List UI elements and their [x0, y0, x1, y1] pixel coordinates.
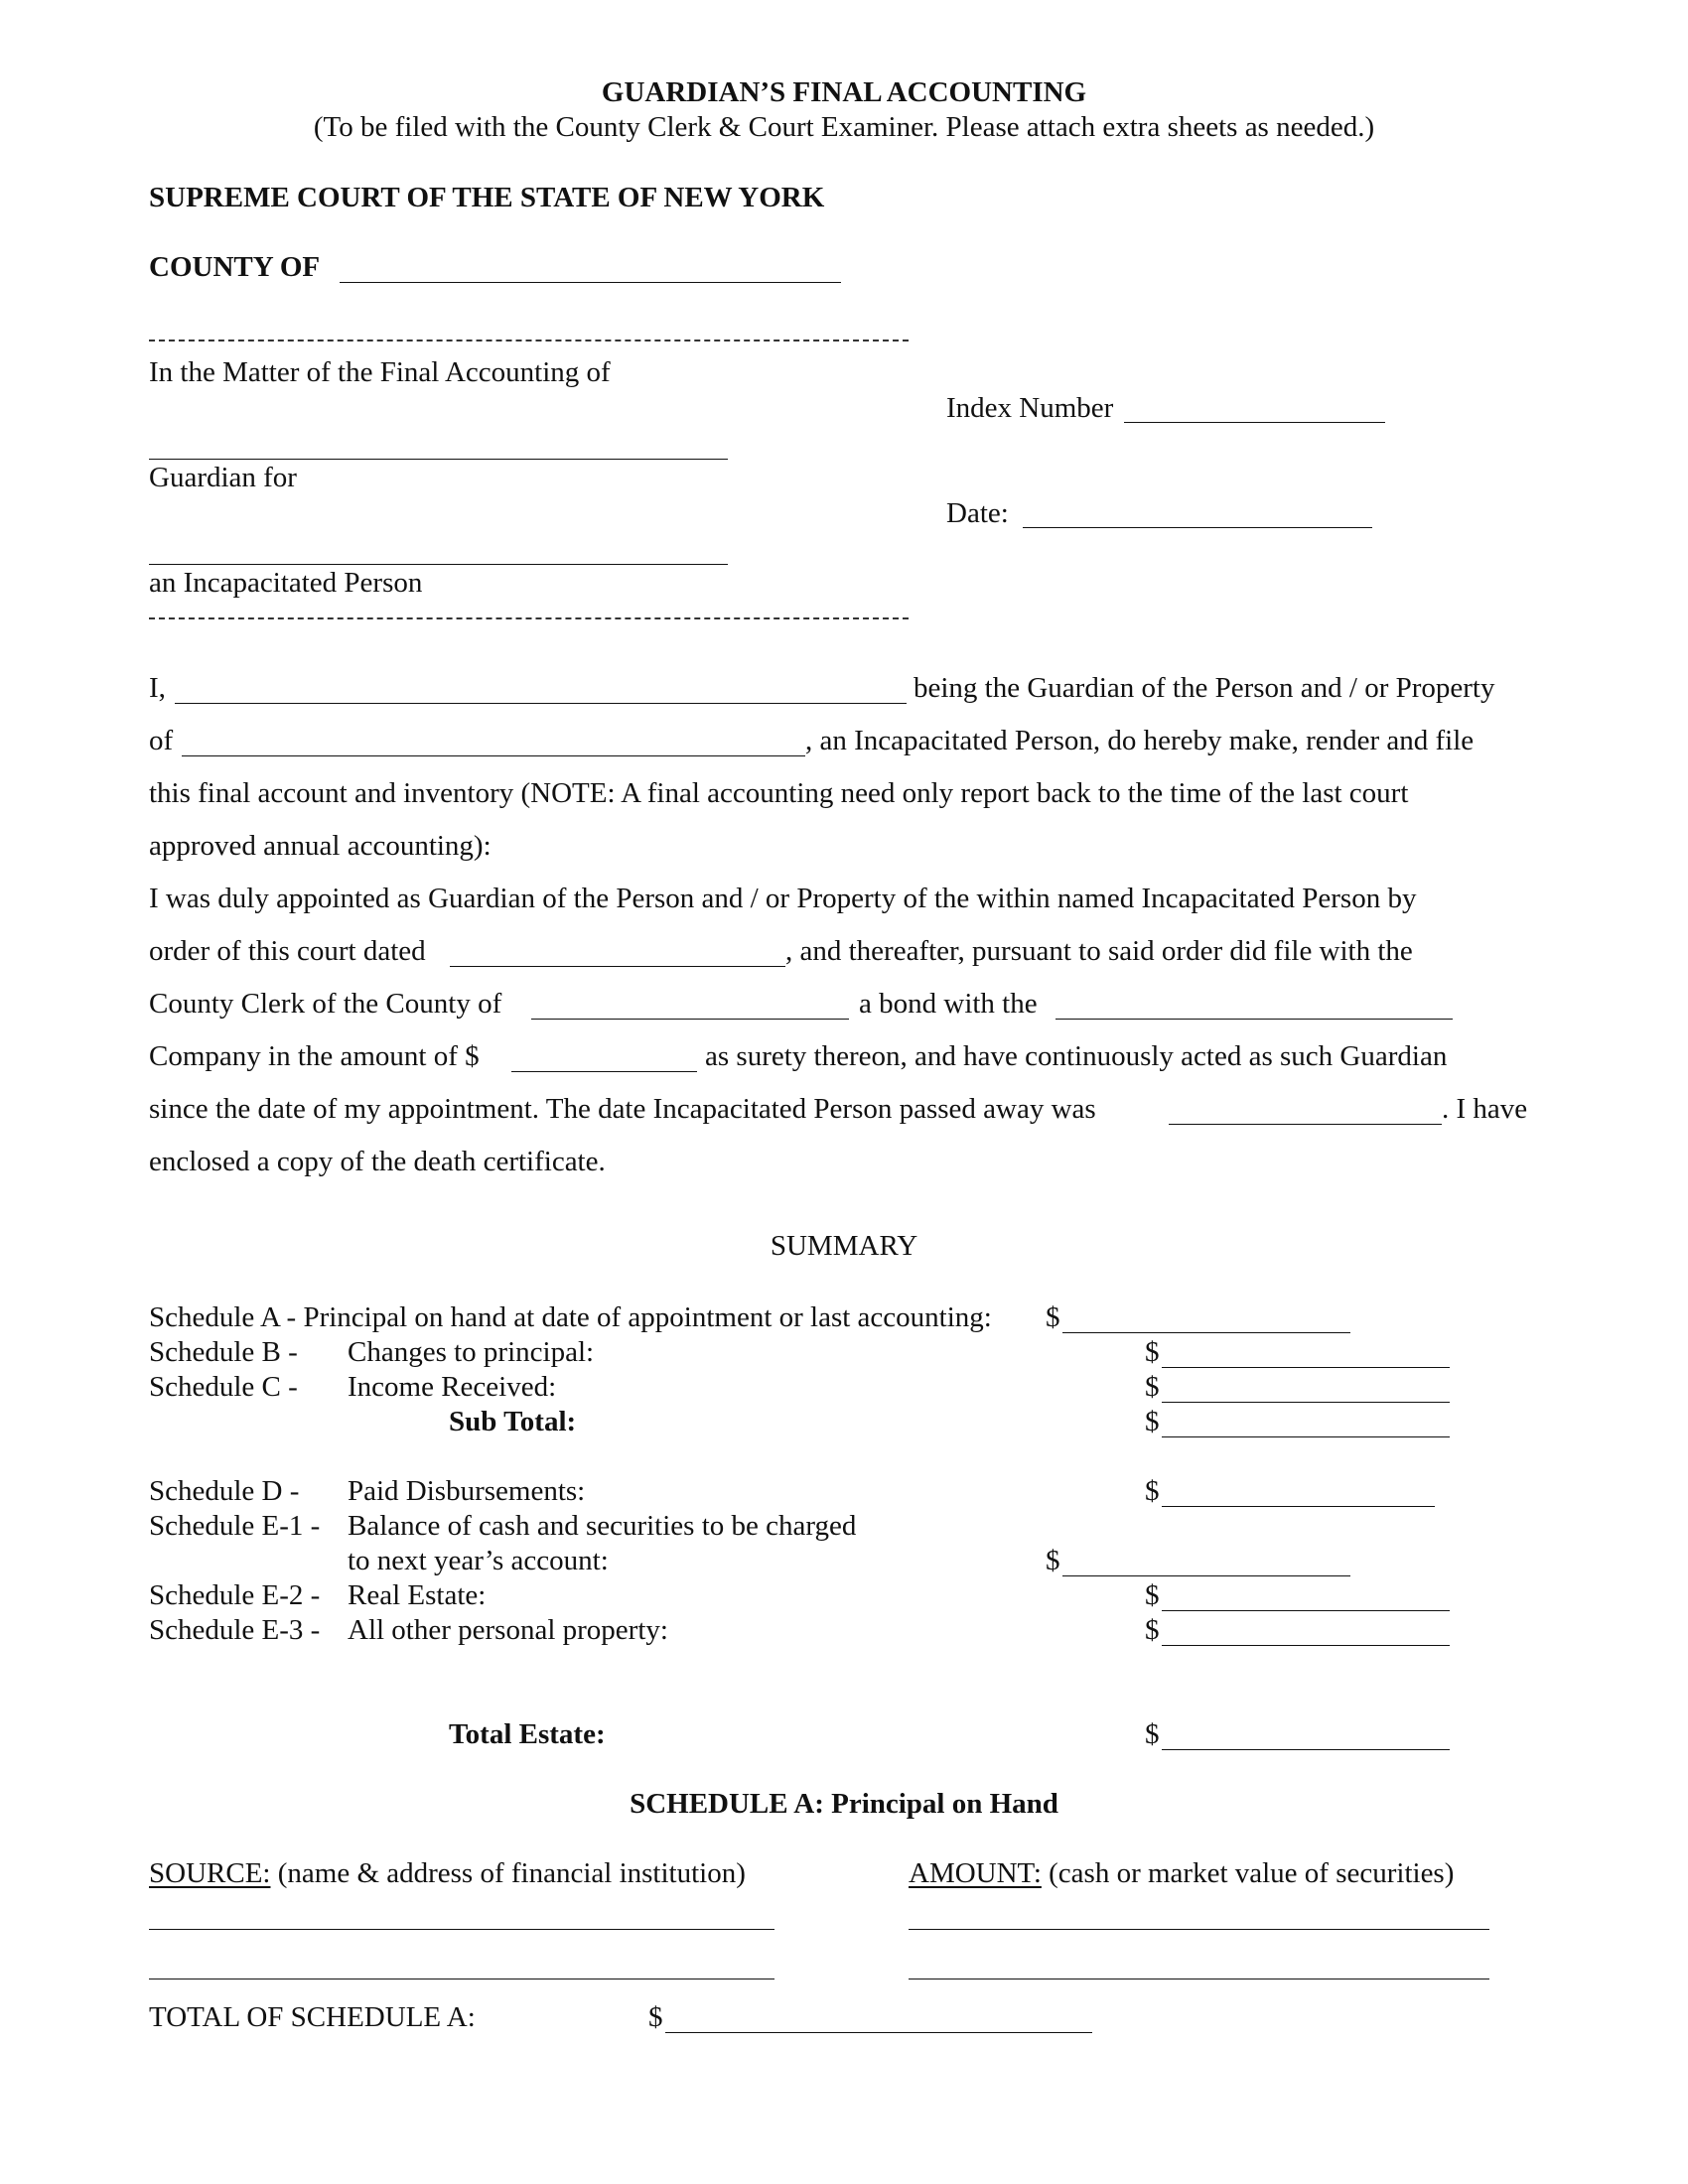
county-label: COUNTY OF — [149, 251, 321, 283]
summary-schedule-e3-amount[interactable] — [1162, 1645, 1450, 1646]
summary-subtotal-label: Sub Total: — [449, 1406, 577, 1437]
guardian-name-field[interactable] — [149, 459, 728, 460]
amount-description: (cash or market value of securities) — [1041, 1857, 1455, 1889]
summary-desc-e2: Real Estate: — [348, 1579, 487, 1611]
body-line-1-end: being the Guardian of the Person and / or Property — [914, 672, 1495, 704]
incapacitated-name-field[interactable] — [149, 564, 728, 565]
bond-amount-field[interactable] — [511, 1071, 697, 1072]
summary-code-d: Schedule D - — [149, 1475, 300, 1507]
dollar-sign: $ — [1145, 1336, 1160, 1368]
form-subtitle: (To be filed with the County Clerk & Court Examiner. Please attach extra sheets as needed.) — [313, 111, 1375, 143]
amount-header — [909, 1856, 1454, 1890]
body-line-2-start: of — [149, 725, 174, 756]
body-line-1-start: I, — [149, 672, 166, 704]
body-line-2-end: , an Incapacitated Person, do hereby make, render and file — [805, 725, 1475, 756]
caption-top-divider — [149, 340, 909, 341]
guardian-full-name-field[interactable] — [175, 703, 907, 704]
body-line-9-start: since the date of my appointment. The date Incapacitated Person passed away was — [149, 1093, 1096, 1125]
amount-label: AMOUNT: — [909, 1857, 1042, 1889]
schedule-a-heading: SCHEDULE A: Principal on Hand — [630, 1788, 1058, 1820]
order-date-field[interactable] — [450, 966, 785, 967]
incapacitated-person-field[interactable] — [182, 755, 805, 756]
summary-desc-e1: Balance of cash and securities to be charged — [348, 1510, 857, 1542]
summary-heading: SUMMARY — [770, 1230, 918, 1262]
summary-schedule-a-label: Schedule A - Principal on hand at date of appointment or last accounting: — [149, 1301, 992, 1333]
incapacitated-label: an Incapacitated Person — [149, 567, 423, 599]
dollar-sign: $ — [1145, 1579, 1160, 1611]
dollar-sign: $ — [648, 2001, 663, 2033]
index-number-field[interactable] — [1124, 422, 1385, 423]
bond-company-field[interactable] — [1055, 1019, 1453, 1020]
summary-code-c: Schedule C - — [149, 1371, 298, 1403]
guardian-for-label: Guardian for — [149, 462, 297, 493]
total-schedule-a-amount[interactable] — [665, 2032, 1092, 2033]
dollar-sign: $ — [1145, 1475, 1160, 1507]
dollar-sign: $ — [1046, 1301, 1060, 1333]
summary-code-e3: Schedule E-3 - — [149, 1614, 321, 1646]
summary-total-estate-label: Total Estate: — [449, 1718, 606, 1750]
dollar-sign: $ — [1145, 1371, 1160, 1403]
body-line-10: enclosed a copy of the death certificate. — [149, 1146, 606, 1177]
total-schedule-a-label: TOTAL OF SCHEDULE A: — [149, 2001, 476, 2033]
court-name: SUPREME COURT OF THE STATE OF NEW YORK — [149, 182, 825, 213]
summary-schedule-e1-amount[interactable] — [1062, 1575, 1350, 1576]
county-of-clerk-field[interactable] — [531, 1019, 849, 1020]
source-description: (name & address of financial institution) — [270, 1857, 746, 1889]
source-header — [149, 1856, 746, 1890]
summary-desc-e3: All other personal property: — [348, 1614, 668, 1646]
amount-line-1[interactable] — [909, 1929, 1489, 1930]
dollar-sign: $ — [1145, 1718, 1160, 1750]
date-of-death-field[interactable] — [1169, 1124, 1442, 1125]
summary-code-e2: Schedule E-2 - — [149, 1579, 321, 1611]
matter-label: In the Matter of the Final Accounting of — [149, 356, 611, 388]
county-field[interactable] — [340, 282, 841, 283]
summary-code-b: Schedule B - — [149, 1336, 298, 1368]
body-line-9-end: . I have — [1442, 1093, 1528, 1125]
body-line-7-mid: a bond with the — [859, 988, 1038, 1020]
dollar-sign: $ — [1145, 1406, 1160, 1437]
summary-schedule-e2-amount[interactable] — [1162, 1610, 1450, 1611]
date-label: Date: — [946, 497, 1009, 529]
dollar-sign: $ — [1046, 1545, 1060, 1576]
summary-schedule-c-amount[interactable] — [1162, 1402, 1450, 1403]
summary-desc-e1-cont: to next year’s account: — [348, 1545, 609, 1576]
form-title: GUARDIAN’S FINAL ACCOUNTING — [601, 76, 1087, 108]
index-number-label: Index Number — [946, 392, 1114, 424]
source-line-1[interactable] — [149, 1929, 774, 1930]
caption-bottom-divider — [149, 617, 909, 619]
body-line-6-start: order of this court dated — [149, 935, 426, 967]
date-field[interactable] — [1023, 527, 1372, 528]
dollar-sign: $ — [1145, 1614, 1160, 1646]
summary-schedule-d-amount[interactable] — [1162, 1506, 1435, 1507]
body-line-5: I was duly appointed as Guardian of the Person and / or Property of the within named Incapacitated Person by — [149, 883, 1417, 914]
summary-subtotal-amount[interactable] — [1162, 1436, 1450, 1437]
summary-desc-b: Changes to principal: — [348, 1336, 595, 1368]
summary-desc-c: Income Received: — [348, 1371, 557, 1403]
summary-code-e1: Schedule E-1 - — [149, 1510, 321, 1542]
body-line-8-end: as surety thereon, and have continuously acted as such Guardian — [705, 1040, 1448, 1072]
body-line-6-end: , and thereafter, pursuant to said order did file with the — [785, 935, 1413, 967]
body-line-7-start: County Clerk of the County of — [149, 988, 502, 1020]
summary-schedule-a-amount[interactable] — [1062, 1332, 1350, 1333]
summary-desc-d: Paid Disbursements: — [348, 1475, 586, 1507]
summary-schedule-b-amount[interactable] — [1162, 1367, 1450, 1368]
body-line-8-start: Company in the amount of $ — [149, 1040, 480, 1072]
summary-total-estate-amount[interactable] — [1162, 1749, 1450, 1750]
source-label: SOURCE: — [149, 1857, 271, 1889]
body-line-3: this final account and inventory (NOTE: A final accounting need only report back to the time of the last court — [149, 777, 1409, 809]
body-line-4: approved annual accounting): — [149, 830, 492, 862]
